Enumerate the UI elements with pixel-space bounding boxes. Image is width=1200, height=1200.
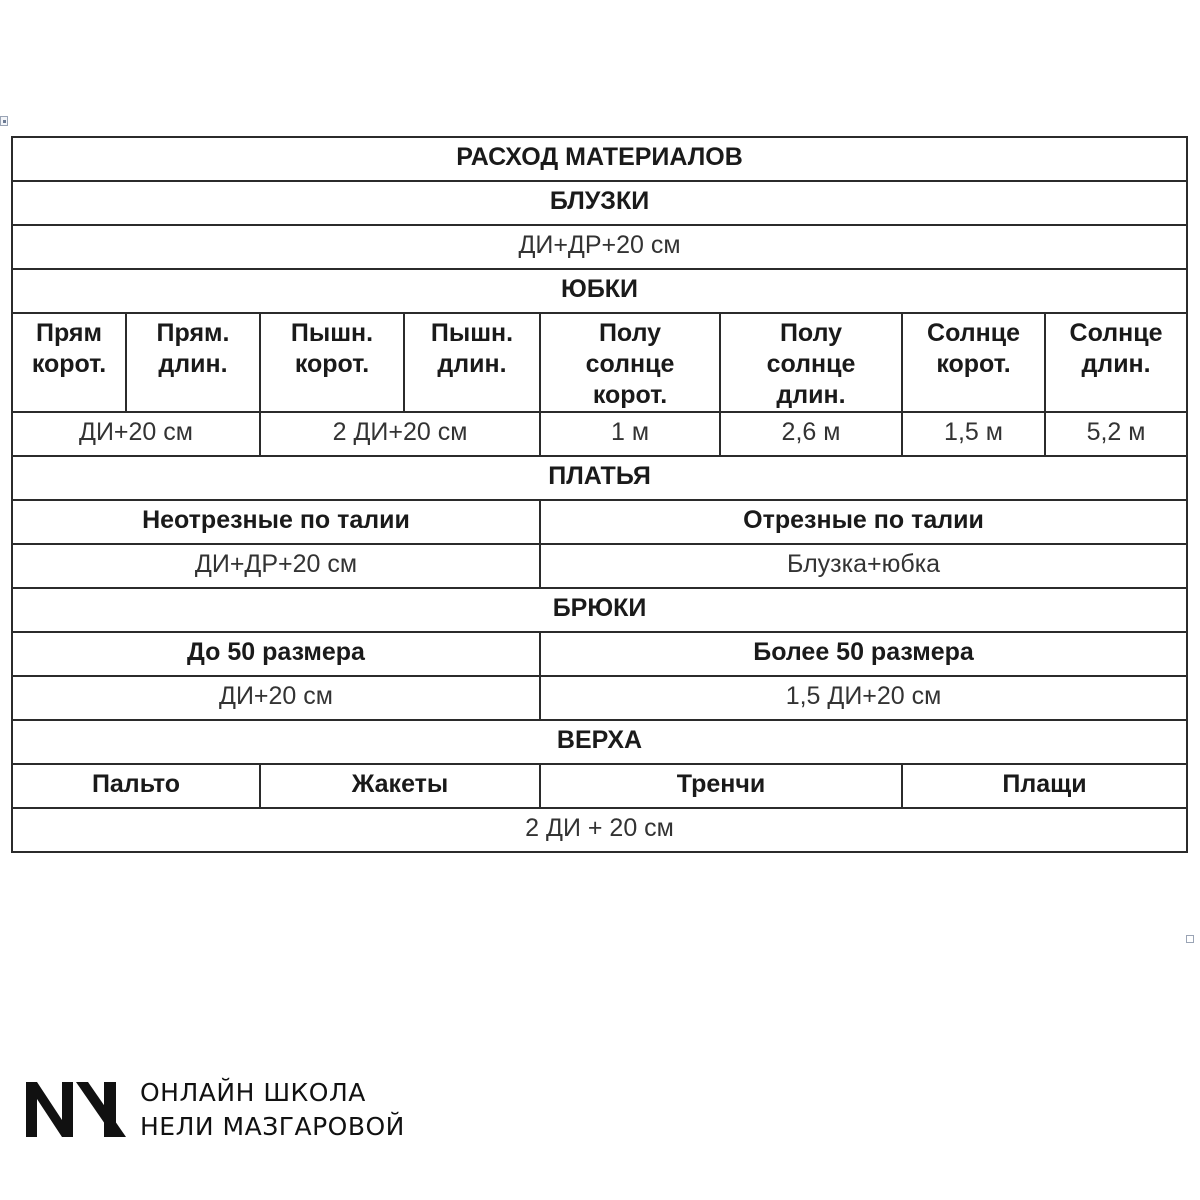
outerwear-heading: ВЕРХА [12, 720, 1187, 764]
outerwear-item: Тренчи [540, 764, 902, 808]
skirt-value-sun-short: 1,5 м [902, 412, 1045, 456]
dresses-uncut-value: ДИ+ДР+20 см [12, 544, 540, 588]
skirts-heading-row [12, 269, 1187, 313]
skirt-type-cell: Пышн. длин. [404, 313, 540, 412]
dresses-heading: ПЛАТЬЯ [12, 456, 1187, 500]
outerwear-items-row [12, 764, 1187, 808]
trousers-heading-row [12, 588, 1187, 632]
skirt-value-sun-long: 5,2 м [1045, 412, 1187, 456]
skirt-type-cell: Солнце корот. [902, 313, 1045, 412]
outerwear-heading-row [12, 720, 1187, 764]
dresses-uncut-label: Неотрезные по талии [12, 500, 540, 544]
outerwear-formula-row [12, 808, 1187, 852]
outerwear-item: Плащи [902, 764, 1187, 808]
skirts-heading: ЮБКИ [12, 269, 1187, 313]
trousers-values-row [12, 676, 1187, 720]
skirt-type-cell: Прям. длин. [126, 313, 260, 412]
skirt-value-half-sun-short: 1 м [540, 412, 720, 456]
skirt-types-row [12, 313, 1187, 412]
trousers-small-label: До 50 размера [12, 632, 540, 676]
skirt-value-fluffy: 2 ДИ+20 см [260, 412, 540, 456]
dresses-values-row [12, 544, 1187, 588]
trousers-heading: БРЮКИ [12, 588, 1187, 632]
trousers-small-value: ДИ+20 см [12, 676, 540, 720]
blouses-formula: ДИ+ДР+20 см [12, 225, 1187, 269]
materials-table [11, 136, 1188, 853]
brand-line-2: НЕЛИ МАЗГАРОВОЙ [140, 1112, 405, 1141]
dresses-labels-row [12, 500, 1187, 544]
skirt-value-half-sun-long: 2,6 м [720, 412, 902, 456]
outerwear-formula: 2 ДИ + 20 см [12, 808, 1187, 852]
brand-name [140, 1076, 405, 1144]
brand-line-1: ОНЛАЙН ШКОЛА [140, 1078, 366, 1107]
skirt-type-cell: Солнце длин. [1045, 313, 1187, 412]
skirt-type-cell: Прям корот. [12, 313, 126, 412]
title-row [12, 137, 1187, 181]
skirt-type-cell: Пышн. корот. [260, 313, 404, 412]
dresses-cut-value: Блузка+юбка [540, 544, 1187, 588]
dresses-cut-label: Отрезные по талии [540, 500, 1187, 544]
blouses-formula-row [12, 225, 1187, 269]
trousers-labels-row [12, 632, 1187, 676]
blouses-heading: БЛУЗКИ [12, 181, 1187, 225]
skirt-type-cell: Полу солнце корот. [540, 313, 720, 412]
skirt-type-cell: Полу солнце длин. [720, 313, 902, 412]
dresses-heading-row [12, 456, 1187, 500]
outerwear-item: Жакеты [260, 764, 540, 808]
table-title: РАСХОД МАТЕРИАЛОВ [12, 137, 1187, 181]
skirt-values-row [12, 412, 1187, 456]
table-resize-handle[interactable] [1186, 935, 1194, 943]
outerwear-item: Пальто [12, 764, 260, 808]
skirt-value-straight: ДИ+20 см [12, 412, 260, 456]
nm-monogram-icon [26, 1082, 126, 1137]
blouses-heading-row [12, 181, 1187, 225]
trousers-large-label: Более 50 размера [540, 632, 1187, 676]
table-move-handle[interactable] [0, 116, 8, 126]
trousers-large-value: 1,5 ДИ+20 см [540, 676, 1187, 720]
